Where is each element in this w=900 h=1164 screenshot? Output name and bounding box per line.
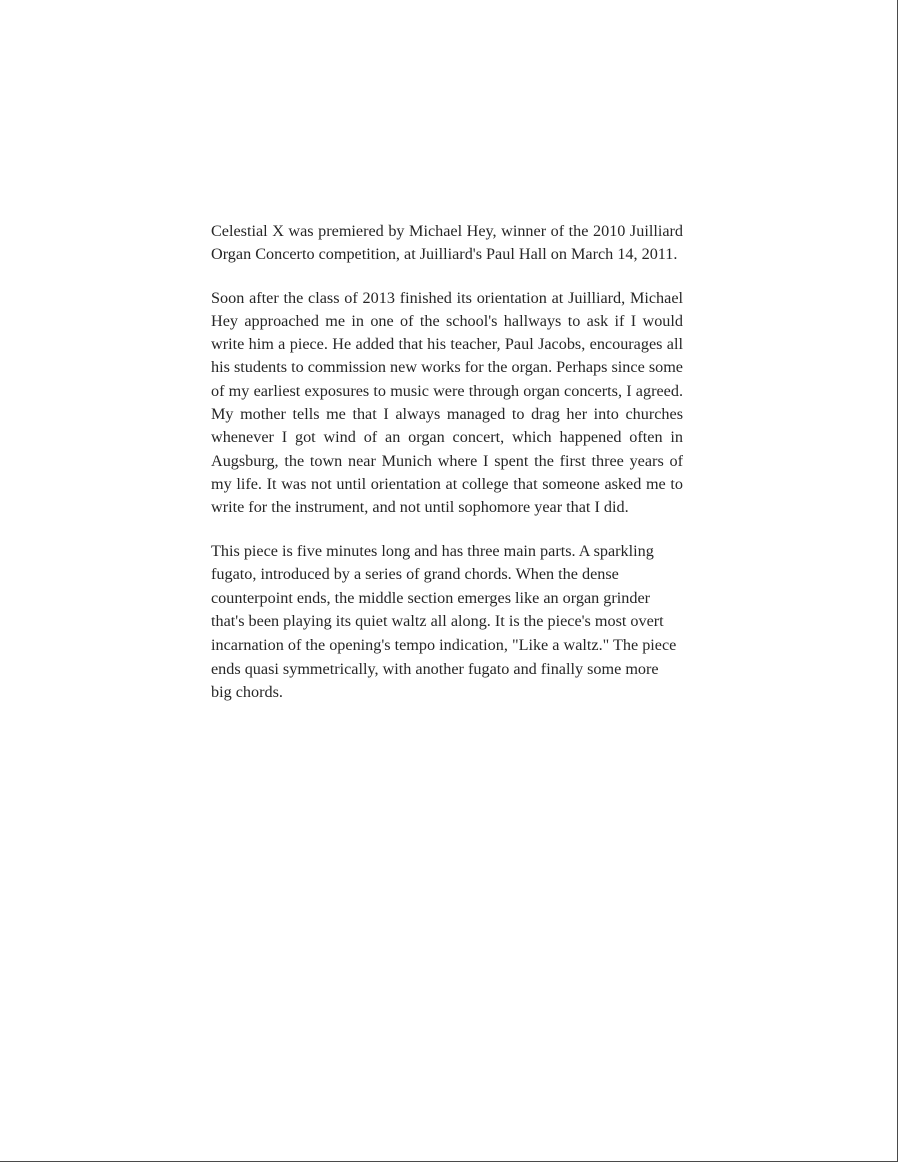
body-text xyxy=(211,220,683,705)
paragraph-structure: This piece is five minutes long and has three main parts. A sparkling fugato, introduced by a series of grand chords. When the dense counterpoint ends, the middle section emerges like an organ grinder that's been playing its quiet waltz all along. It is the piece's most overt incarnation of the opening's tempo indication, "Like a waltz." The piece ends quasi symmetrically, with another fugato and finally some more big chords. xyxy=(211,541,677,702)
paragraph-background: Soon after the class of 2013 finished its orientation at Juilliard, Michael Hey approached me in one of the school's hallways to ask if I would write him a piece. He added that his teacher, Paul Jacobs, encourages all his students to commission new works for the organ. Perhaps since some of my earliest exposures to music were through organ concerts, I agreed. My mother tells me that I always managed to drag her into churches whenever I got wind of an organ concert, which happened often in Augsburg, the town near Munich where I spent the first three years of my life. It was not until orientation at college that someone asked me to write for the instrument, and not until sophomore year that I did. xyxy=(211,288,683,517)
paragraph-premiere: Celestial X was premiered by Michael Hey, winner of the 2010 Juilliard Organ Concerto competition, at Juilliard's Paul Hall on March 14, 2011. xyxy=(211,222,683,264)
